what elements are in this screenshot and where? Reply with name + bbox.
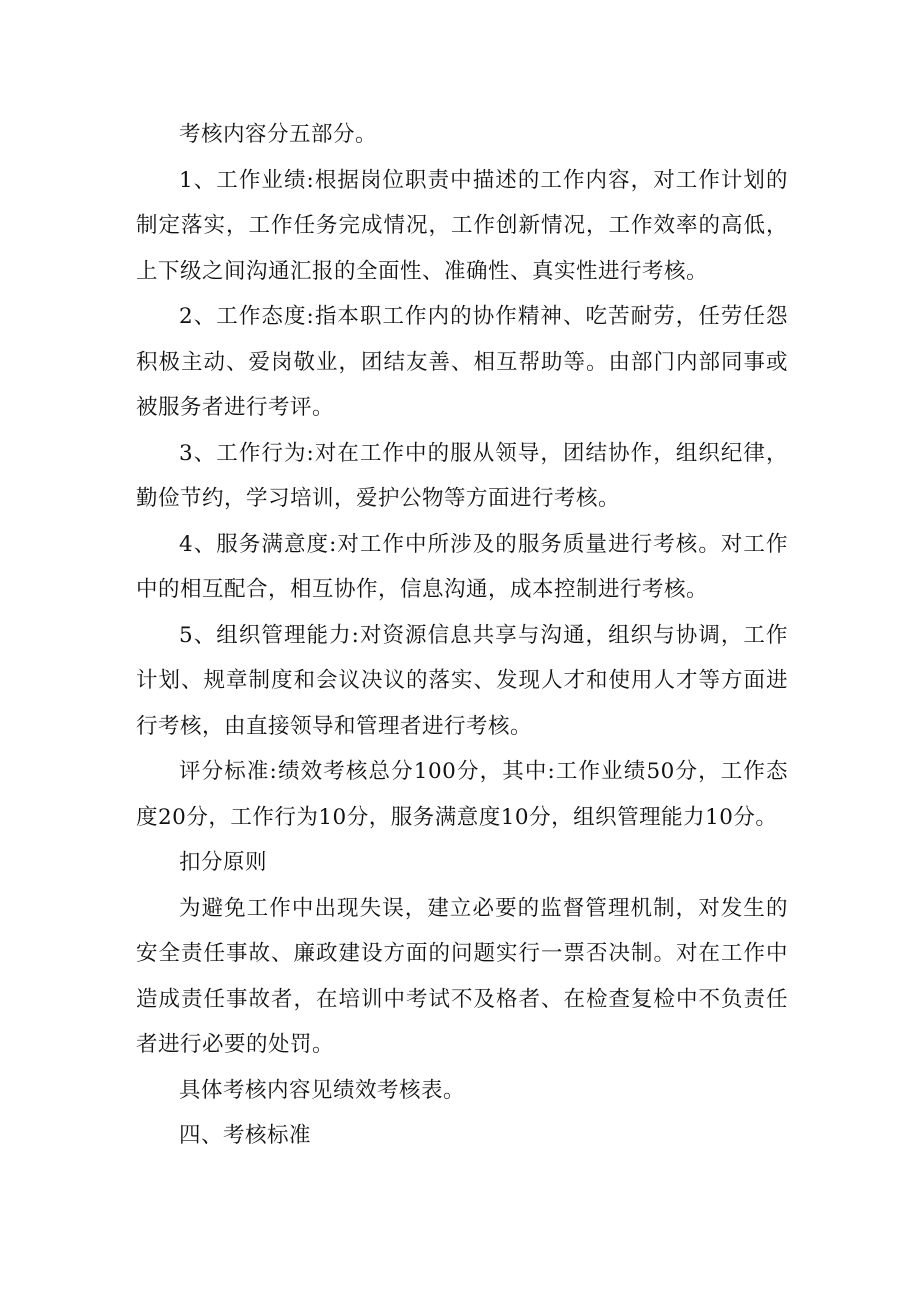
paragraph-intro: 考核内容分五部分。	[179, 122, 378, 147]
paragraph-scoring-standard: 评分标准:绩效考核总分100分，其中:工作业绩50分，工作态度20分，工作行为10分，服务满意度10分，组织管理能力10分。	[136, 759, 788, 830]
paragraph-management-ability: 5、组织管理能力:对资源信息共享与沟通，组织与协调，工作计划、规章制度和会议决议的落实、发现人才和使用人才等方面进行考核，由直接领导和管理者进行考核。	[136, 622, 788, 739]
paragraph-work-behavior: 3、工作行为:对在工作中的服从领导，团结协作，组织纪律，勤俭节约，学习培训，爱护公物等方面进行考核。	[136, 440, 788, 511]
document-body	[136, 112, 788, 1159]
paragraph-deduction-heading: 扣分原则	[179, 850, 268, 875]
paragraph-deduction-rules: 为避免工作中出现失误，建立必要的监督管理机制，对发生的安全责任事故、廉政建设方面的问题实行一票否决制。对在工作中造成责任事故者，在培训中考试不及格者、在检查复检中不负责任者进行必要的处罚。	[136, 895, 788, 1057]
section-heading-assessment-standard: 四、考核标准	[179, 1123, 312, 1148]
paragraph-service-satisfaction: 4、服务满意度:对工作中所涉及的服务质量进行考核。对工作中的相互配合，相互协作，信息沟通，成本控制进行考核。	[136, 531, 788, 602]
paragraph-see-table: 具体考核内容见绩效考核表。	[179, 1077, 466, 1103]
paragraph-work-performance: 1、工作业绩:根据岗位职责中描述的工作内容，对工作计划的制定落实，工作任务完成情况，工作创新情况，工作效率的高低，上下级之间沟通汇报的全面性、准确性、真实性进行考核。	[136, 167, 788, 284]
paragraph-work-attitude: 2、工作态度:指本职工作内的协作精神、吃苦耐劳，任劳任怨积极主动、爱岗敬业，团结友善、相互帮助等。由部门内部同事或被服务者进行考评。	[136, 304, 788, 420]
